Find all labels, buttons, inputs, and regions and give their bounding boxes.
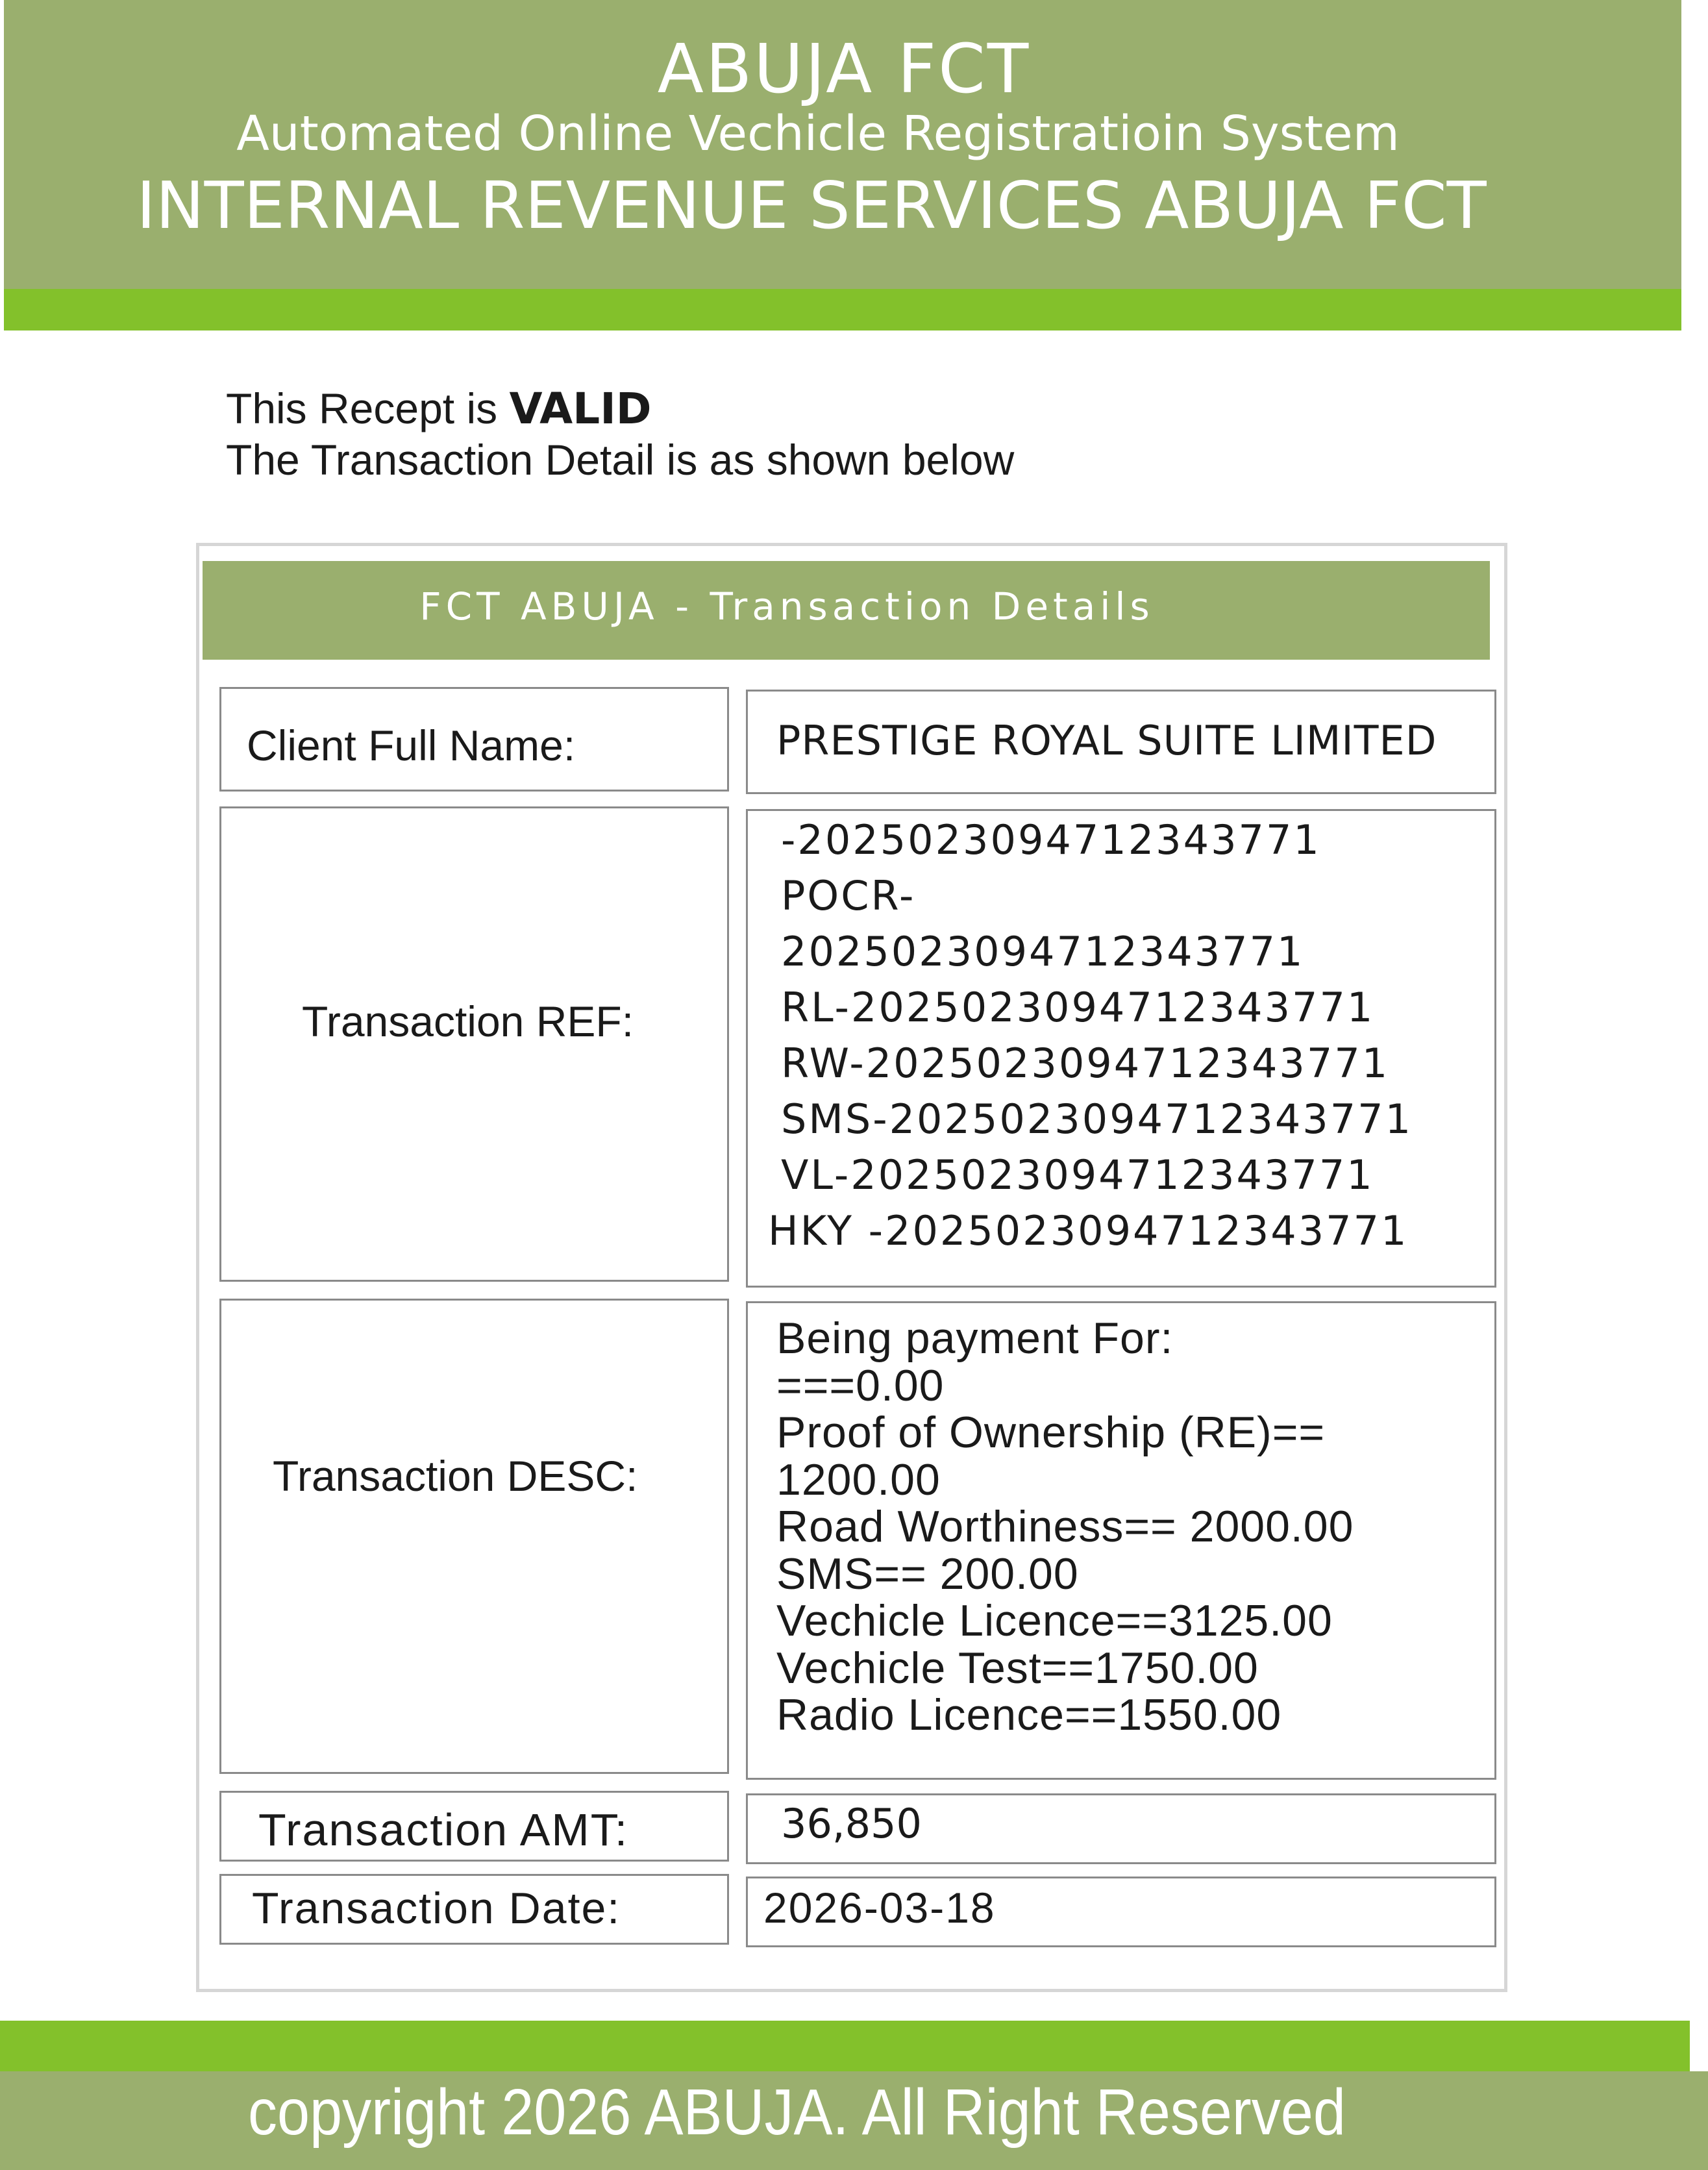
amt-value: 36,850 — [781, 1800, 922, 1847]
desc-line: Proof of Ownership (RE)== — [776, 1408, 1326, 1457]
header-agency: INTERNAL REVENUE SERVICES ABUJA FCT — [136, 168, 1487, 243]
ref-line: RL-2025023094712343771 — [781, 984, 1375, 1031]
header-subtitle: Automated Online Vechicle Registratioin System — [236, 106, 1400, 162]
desc-line: Road Worthiness== 2000.00 — [776, 1502, 1354, 1551]
desc-line: 1200.00 — [776, 1454, 941, 1504]
client-name-label: Client Full Name: — [247, 721, 576, 769]
client-name-value: PRESTIGE ROYAL SUITE LIMITED — [776, 717, 1437, 764]
date-value: 2026-03-18 — [763, 1884, 996, 1932]
card-title: FCT ABUJA - Transaction Details — [419, 584, 1154, 629]
desc-lines — [776, 1315, 1354, 1739]
validity-message — [226, 383, 1014, 485]
ref-line: -2025023094712343771 — [781, 816, 1321, 864]
desc-label: Transaction DESC: — [273, 1452, 638, 1500]
amt-label: Transaction AMT: — [258, 1804, 629, 1855]
desc-line: ===0.00 — [776, 1360, 945, 1410]
desc-line: Vechicle Licence==3125.00 — [776, 1596, 1333, 1645]
ref-label: Transaction REF: — [302, 997, 634, 1045]
ref-line: SMS-2025023094712343771 — [781, 1095, 1413, 1143]
desc-line: SMS== 200.00 — [776, 1549, 1079, 1599]
validity-status: VALID — [509, 384, 652, 434]
validity-note: The Transaction Detail is as shown below — [226, 436, 1015, 484]
footer-copyright: copyright 2026 ABUJA. All Right Reserved — [248, 2076, 1346, 2149]
ref-line: VL-2025023094712343771 — [781, 1151, 1374, 1199]
header-title: ABUJA FCT — [657, 29, 1031, 108]
date-label: Transaction Date: — [252, 1884, 621, 1933]
ref-line: HKY -2025023094712343771 — [768, 1207, 1409, 1254]
ref-lines — [768, 812, 1413, 1259]
desc-line: Vechicle Test==1750.00 — [776, 1643, 1259, 1693]
desc-line: Radio Licence==1550.00 — [776, 1690, 1282, 1740]
ref-line: POCR- — [781, 872, 916, 919]
desc-line: Being payment For: — [776, 1314, 1174, 1363]
header-accent-strip — [4, 289, 1681, 330]
validity-prefix: This Recept is — [226, 384, 510, 432]
footer-accent-strip — [0, 2021, 1690, 2076]
desc-label-cell — [219, 1299, 729, 1774]
validity-line — [226, 383, 1014, 434]
ref-line: RW-2025023094712343771 — [781, 1040, 1390, 1087]
ref-line: 2025023094712343771 — [781, 928, 1305, 975]
